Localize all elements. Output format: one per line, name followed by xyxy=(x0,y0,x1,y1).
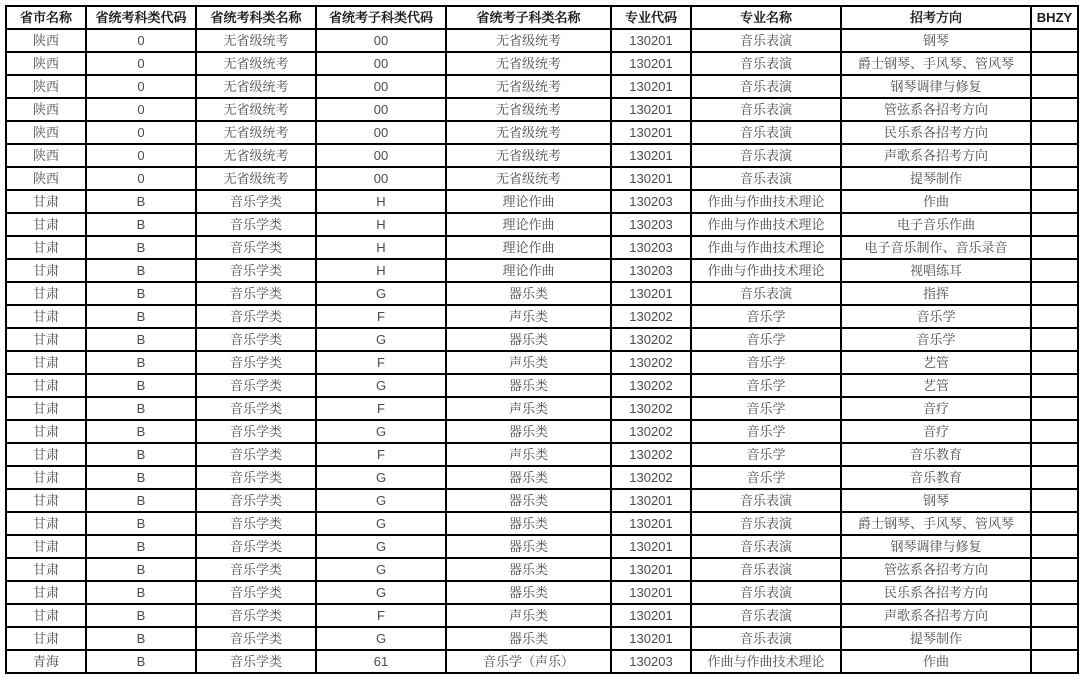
column-header: 省统考子科类名称 xyxy=(446,6,611,29)
table-row xyxy=(6,328,1078,351)
table-cell: B xyxy=(86,512,196,535)
table-cell xyxy=(1031,581,1078,604)
table-cell: 无省级统考 xyxy=(196,167,316,190)
table-cell xyxy=(1031,535,1078,558)
table-row xyxy=(6,512,1078,535)
table-cell xyxy=(1031,259,1078,282)
table-cell: 民乐系各招考方向 xyxy=(841,121,1031,144)
table-cell: F xyxy=(316,604,446,627)
table-cell xyxy=(1031,52,1078,75)
table-cell: 作曲与作曲技术理论 xyxy=(691,236,841,259)
admissions-category-table xyxy=(5,5,1079,674)
table-cell: 陕西 xyxy=(6,52,86,75)
column-header: 省统考科类代码 xyxy=(86,6,196,29)
table-cell: 器乐类 xyxy=(446,328,611,351)
table-cell: 甘肃 xyxy=(6,627,86,650)
table-cell: H xyxy=(316,213,446,236)
table-row xyxy=(6,650,1078,673)
table-cell: 130201 xyxy=(611,604,691,627)
table-cell: 作曲与作曲技术理论 xyxy=(691,259,841,282)
table-cell: 音乐学类 xyxy=(196,558,316,581)
table-cell: 音乐学 xyxy=(691,420,841,443)
table-cell: 音乐表演 xyxy=(691,604,841,627)
table-cell xyxy=(1031,443,1078,466)
table-cell: 130202 xyxy=(611,420,691,443)
table-cell: 艺管 xyxy=(841,351,1031,374)
table-row xyxy=(6,305,1078,328)
table-cell: 器乐类 xyxy=(446,512,611,535)
table-cell: 钢琴 xyxy=(841,489,1031,512)
table-cell: B xyxy=(86,627,196,650)
table-cell: 130201 xyxy=(611,558,691,581)
table-cell xyxy=(1031,397,1078,420)
table-cell: 130201 xyxy=(611,167,691,190)
table-cell: 无省级统考 xyxy=(446,121,611,144)
table-cell: H xyxy=(316,236,446,259)
table-cell: 甘肃 xyxy=(6,512,86,535)
table-cell: 130202 xyxy=(611,351,691,374)
table-cell: 爵士钢琴、手风琴、管风琴 xyxy=(841,52,1031,75)
table-cell: 音疗 xyxy=(841,397,1031,420)
table-row xyxy=(6,351,1078,374)
table-cell: B xyxy=(86,558,196,581)
table-cell: 0 xyxy=(86,29,196,52)
table-cell: 陕西 xyxy=(6,29,86,52)
table-cell: G xyxy=(316,282,446,305)
table-cell: 甘肃 xyxy=(6,420,86,443)
table-cell: 130201 xyxy=(611,52,691,75)
table-cell: 130201 xyxy=(611,98,691,121)
table-row xyxy=(6,29,1078,52)
table-cell: G xyxy=(316,374,446,397)
table-cell xyxy=(1031,144,1078,167)
table-cell: 作曲 xyxy=(841,650,1031,673)
table-cell: 音乐学 xyxy=(691,305,841,328)
table-cell: 130202 xyxy=(611,374,691,397)
table-cell: 电子音乐作曲 xyxy=(841,213,1031,236)
table-cell: 音乐学类 xyxy=(196,213,316,236)
table-cell: F xyxy=(316,305,446,328)
table-cell: G xyxy=(316,581,446,604)
table-cell: 理论作曲 xyxy=(446,213,611,236)
table-row xyxy=(6,98,1078,121)
table-cell: 理论作曲 xyxy=(446,236,611,259)
table-cell: 无省级统考 xyxy=(196,29,316,52)
table-cell: B xyxy=(86,420,196,443)
table-cell: B xyxy=(86,282,196,305)
table-cell: 130202 xyxy=(611,397,691,420)
table-row xyxy=(6,558,1078,581)
table-cell: F xyxy=(316,351,446,374)
table-cell: 130201 xyxy=(611,581,691,604)
table-cell: 音乐表演 xyxy=(691,121,841,144)
table-cell: 无省级统考 xyxy=(196,121,316,144)
table-cell: B xyxy=(86,604,196,627)
table-cell: 器乐类 xyxy=(446,420,611,443)
table-cell: 作曲 xyxy=(841,190,1031,213)
table-cell: 器乐类 xyxy=(446,282,611,305)
table-row xyxy=(6,420,1078,443)
table-cell: 甘肃 xyxy=(6,581,86,604)
table-cell: 音乐学 xyxy=(691,466,841,489)
table-cell: 艺管 xyxy=(841,374,1031,397)
table-cell: 音乐学类 xyxy=(196,604,316,627)
table-cell: 声乐类 xyxy=(446,397,611,420)
table-cell: 0 xyxy=(86,75,196,98)
column-header: 省统考子科类代码 xyxy=(316,6,446,29)
table-cell: 甘肃 xyxy=(6,305,86,328)
table-cell: 甘肃 xyxy=(6,213,86,236)
table-cell: 130203 xyxy=(611,213,691,236)
table-cell xyxy=(1031,167,1078,190)
table-cell: 甘肃 xyxy=(6,558,86,581)
table-cell: 管弦系各招考方向 xyxy=(841,98,1031,121)
column-header: 省市名称 xyxy=(6,6,86,29)
table-cell: 音乐学类 xyxy=(196,512,316,535)
table-cell: 器乐类 xyxy=(446,558,611,581)
table-cell: 音乐学 xyxy=(691,374,841,397)
table-cell: 甘肃 xyxy=(6,604,86,627)
table-cell: B xyxy=(86,397,196,420)
table-cell: 无省级统考 xyxy=(446,167,611,190)
table-cell: G xyxy=(316,328,446,351)
table-cell: 音乐教育 xyxy=(841,443,1031,466)
table-head xyxy=(6,6,1078,29)
table-cell: 作曲与作曲技术理论 xyxy=(691,190,841,213)
table-cell: 陕西 xyxy=(6,75,86,98)
table-cell: 130203 xyxy=(611,190,691,213)
table-cell: 音乐表演 xyxy=(691,29,841,52)
table-cell: 甘肃 xyxy=(6,351,86,374)
table-cell: 提琴制作 xyxy=(841,167,1031,190)
table-cell: 音乐表演 xyxy=(691,627,841,650)
table-cell: 0 xyxy=(86,144,196,167)
table-row xyxy=(6,282,1078,305)
table-cell: 130201 xyxy=(611,489,691,512)
table-cell: G xyxy=(316,466,446,489)
table-cell: 理论作曲 xyxy=(446,190,611,213)
table-row xyxy=(6,121,1078,144)
table-row xyxy=(6,489,1078,512)
table-cell: B xyxy=(86,535,196,558)
table-cell: G xyxy=(316,420,446,443)
table-cell: 音乐教育 xyxy=(841,466,1031,489)
table-cell: 130201 xyxy=(611,144,691,167)
table-cell: 声乐类 xyxy=(446,604,611,627)
table-cell: 甘肃 xyxy=(6,259,86,282)
table-cell: 音乐表演 xyxy=(691,535,841,558)
table-cell: 陕西 xyxy=(6,144,86,167)
table-body xyxy=(6,29,1078,673)
table-cell: 甘肃 xyxy=(6,190,86,213)
table-row xyxy=(6,259,1078,282)
table-cell: 理论作曲 xyxy=(446,259,611,282)
table-cell: 甘肃 xyxy=(6,489,86,512)
table-cell: 青海 xyxy=(6,650,86,673)
table-cell: B xyxy=(86,259,196,282)
table-cell: 00 xyxy=(316,167,446,190)
table-cell: H xyxy=(316,259,446,282)
table-cell: B xyxy=(86,466,196,489)
table-cell: 音乐表演 xyxy=(691,512,841,535)
table-cell: B xyxy=(86,305,196,328)
table-cell: 音乐学 xyxy=(691,351,841,374)
table-cell: 130202 xyxy=(611,466,691,489)
table-row xyxy=(6,75,1078,98)
table-cell: H xyxy=(316,190,446,213)
table-row xyxy=(6,581,1078,604)
table-row xyxy=(6,190,1078,213)
table-cell: 无省级统考 xyxy=(196,75,316,98)
table-cell: 甘肃 xyxy=(6,374,86,397)
table-cell xyxy=(1031,75,1078,98)
table-cell xyxy=(1031,190,1078,213)
table-row xyxy=(6,627,1078,650)
table-cell: 音乐表演 xyxy=(691,558,841,581)
table-row xyxy=(6,535,1078,558)
table-cell: 器乐类 xyxy=(446,466,611,489)
table-cell: 音乐学类 xyxy=(196,581,316,604)
table-cell: 130203 xyxy=(611,259,691,282)
table-cell: B xyxy=(86,650,196,673)
table-cell: 音乐表演 xyxy=(691,581,841,604)
table-cell: 钢琴 xyxy=(841,29,1031,52)
table-cell: 00 xyxy=(316,98,446,121)
table-cell: 130203 xyxy=(611,650,691,673)
table-cell: 音乐表演 xyxy=(691,52,841,75)
table-cell: G xyxy=(316,535,446,558)
column-header: 招考方向 xyxy=(841,6,1031,29)
table-cell: 声乐类 xyxy=(446,443,611,466)
table-row xyxy=(6,466,1078,489)
table-cell: 0 xyxy=(86,121,196,144)
column-header: 专业代码 xyxy=(611,6,691,29)
table-cell: 音乐学类 xyxy=(196,351,316,374)
table-cell: 00 xyxy=(316,121,446,144)
table-cell: 甘肃 xyxy=(6,466,86,489)
table-cell: B xyxy=(86,374,196,397)
table-cell: 爵士钢琴、手风琴、管风琴 xyxy=(841,512,1031,535)
table-cell: 130201 xyxy=(611,627,691,650)
table-cell: G xyxy=(316,489,446,512)
table-row xyxy=(6,443,1078,466)
table-cell: 音乐学类 xyxy=(196,328,316,351)
table-cell: 钢琴调律与修复 xyxy=(841,535,1031,558)
table-row xyxy=(6,236,1078,259)
table-cell: 无省级统考 xyxy=(446,29,611,52)
table-cell: 130201 xyxy=(611,282,691,305)
table-cell: 130202 xyxy=(611,443,691,466)
table-cell: 声乐类 xyxy=(446,351,611,374)
table-cell: 音乐学类 xyxy=(196,236,316,259)
table-cell: 音乐表演 xyxy=(691,75,841,98)
table-cell: 陕西 xyxy=(6,167,86,190)
table-cell: 无省级统考 xyxy=(196,144,316,167)
table-cell: 音乐学 xyxy=(691,443,841,466)
table-cell: 视唱练耳 xyxy=(841,259,1031,282)
table-cell xyxy=(1031,282,1078,305)
table-row xyxy=(6,374,1078,397)
table-cell: 无省级统考 xyxy=(446,75,611,98)
table-cell: 器乐类 xyxy=(446,489,611,512)
table-cell: B xyxy=(86,236,196,259)
table-cell: B xyxy=(86,489,196,512)
table-cell: 指挥 xyxy=(841,282,1031,305)
table-cell: 无省级统考 xyxy=(196,98,316,121)
table-cell xyxy=(1031,420,1078,443)
table-cell: 音乐学类 xyxy=(196,420,316,443)
table-cell: 00 xyxy=(316,144,446,167)
table-cell: 音乐学（声乐） xyxy=(446,650,611,673)
table-cell: 00 xyxy=(316,29,446,52)
table-cell: F xyxy=(316,397,446,420)
table-cell: 音乐学类 xyxy=(196,489,316,512)
table-cell: B xyxy=(86,213,196,236)
table-cell xyxy=(1031,374,1078,397)
table-cell xyxy=(1031,29,1078,52)
table-cell xyxy=(1031,466,1078,489)
table-row xyxy=(6,52,1078,75)
table-cell xyxy=(1031,305,1078,328)
table-cell: 作曲与作曲技术理论 xyxy=(691,650,841,673)
table-cell xyxy=(1031,98,1078,121)
table-cell: 00 xyxy=(316,75,446,98)
table-cell: 130202 xyxy=(611,305,691,328)
table-cell: B xyxy=(86,351,196,374)
table-cell: 甘肃 xyxy=(6,397,86,420)
table-cell xyxy=(1031,489,1078,512)
table-cell: 音乐学类 xyxy=(196,259,316,282)
table-cell xyxy=(1031,121,1078,144)
table-cell: 130201 xyxy=(611,29,691,52)
table-row xyxy=(6,167,1078,190)
table-cell: 音乐学 xyxy=(841,328,1031,351)
table-cell: 音乐表演 xyxy=(691,489,841,512)
table-cell: 声歌系各招考方向 xyxy=(841,144,1031,167)
column-header: 省统考科类名称 xyxy=(196,6,316,29)
table-cell: 音乐学 xyxy=(691,328,841,351)
table-cell: 器乐类 xyxy=(446,535,611,558)
table-cell: 130202 xyxy=(611,328,691,351)
table-cell: 音疗 xyxy=(841,420,1031,443)
table-cell: 0 xyxy=(86,167,196,190)
table-cell: 130201 xyxy=(611,512,691,535)
table-cell xyxy=(1031,558,1078,581)
column-header: 专业名称 xyxy=(691,6,841,29)
table-cell: 甘肃 xyxy=(6,535,86,558)
table-cell xyxy=(1031,351,1078,374)
table-cell: 无省级统考 xyxy=(446,98,611,121)
table-cell: B xyxy=(86,581,196,604)
table-cell: 130201 xyxy=(611,75,691,98)
table-cell: G xyxy=(316,512,446,535)
table-row xyxy=(6,604,1078,627)
table-cell: 器乐类 xyxy=(446,374,611,397)
table-cell: 甘肃 xyxy=(6,236,86,259)
table-cell: 管弦系各招考方向 xyxy=(841,558,1031,581)
table-row xyxy=(6,144,1078,167)
table-cell: 无省级统考 xyxy=(446,144,611,167)
table-cell: 作曲与作曲技术理论 xyxy=(691,213,841,236)
table-row xyxy=(6,213,1078,236)
table-cell: F xyxy=(316,443,446,466)
table-cell: 130201 xyxy=(611,121,691,144)
table-cell: 无省级统考 xyxy=(196,52,316,75)
table-cell: 甘肃 xyxy=(6,328,86,351)
table-cell: B xyxy=(86,443,196,466)
table-cell: 音乐表演 xyxy=(691,282,841,305)
table-cell: 音乐学类 xyxy=(196,305,316,328)
table-cell: 声歌系各招考方向 xyxy=(841,604,1031,627)
table-cell: 130203 xyxy=(611,236,691,259)
table-cell: B xyxy=(86,328,196,351)
table-cell: 音乐学类 xyxy=(196,443,316,466)
table-cell: 音乐学类 xyxy=(196,190,316,213)
table-cell: 音乐学类 xyxy=(196,627,316,650)
table-cell: 0 xyxy=(86,98,196,121)
table-cell: G xyxy=(316,558,446,581)
column-header: BHZY xyxy=(1031,6,1078,29)
table-cell xyxy=(1031,627,1078,650)
table-cell: 陕西 xyxy=(6,121,86,144)
table-cell: 音乐学类 xyxy=(196,466,316,489)
table-cell: 甘肃 xyxy=(6,443,86,466)
table-cell xyxy=(1031,604,1078,627)
table-cell xyxy=(1031,213,1078,236)
table-cell: 电子音乐制作、音乐录音 xyxy=(841,236,1031,259)
table-cell: 民乐系各招考方向 xyxy=(841,581,1031,604)
table-cell: 音乐学类 xyxy=(196,397,316,420)
table-cell: 00 xyxy=(316,52,446,75)
table-cell: 音乐表演 xyxy=(691,144,841,167)
table-cell: 音乐学类 xyxy=(196,535,316,558)
table-cell: B xyxy=(86,190,196,213)
table-cell: 音乐学类 xyxy=(196,282,316,305)
table-cell: 音乐学类 xyxy=(196,374,316,397)
table-cell: 130201 xyxy=(611,535,691,558)
table-cell: 提琴制作 xyxy=(841,627,1031,650)
table-cell: 0 xyxy=(86,52,196,75)
table-cell xyxy=(1031,328,1078,351)
table-cell: 器乐类 xyxy=(446,627,611,650)
table-cell xyxy=(1031,650,1078,673)
table-cell: 音乐学 xyxy=(841,305,1031,328)
table-cell: 陕西 xyxy=(6,98,86,121)
table-cell: 钢琴调律与修复 xyxy=(841,75,1031,98)
table-cell: 61 xyxy=(316,650,446,673)
table-cell: 音乐表演 xyxy=(691,98,841,121)
table-cell: 音乐学类 xyxy=(196,650,316,673)
table-cell: 音乐学 xyxy=(691,397,841,420)
table-cell: 甘肃 xyxy=(6,282,86,305)
table-cell: 器乐类 xyxy=(446,581,611,604)
table-cell xyxy=(1031,236,1078,259)
table-cell xyxy=(1031,512,1078,535)
table-row xyxy=(6,397,1078,420)
table-cell: 无省级统考 xyxy=(446,52,611,75)
table-header-row xyxy=(6,6,1078,29)
table-cell: 音乐表演 xyxy=(691,167,841,190)
table-cell: G xyxy=(316,627,446,650)
table-cell: 声乐类 xyxy=(446,305,611,328)
